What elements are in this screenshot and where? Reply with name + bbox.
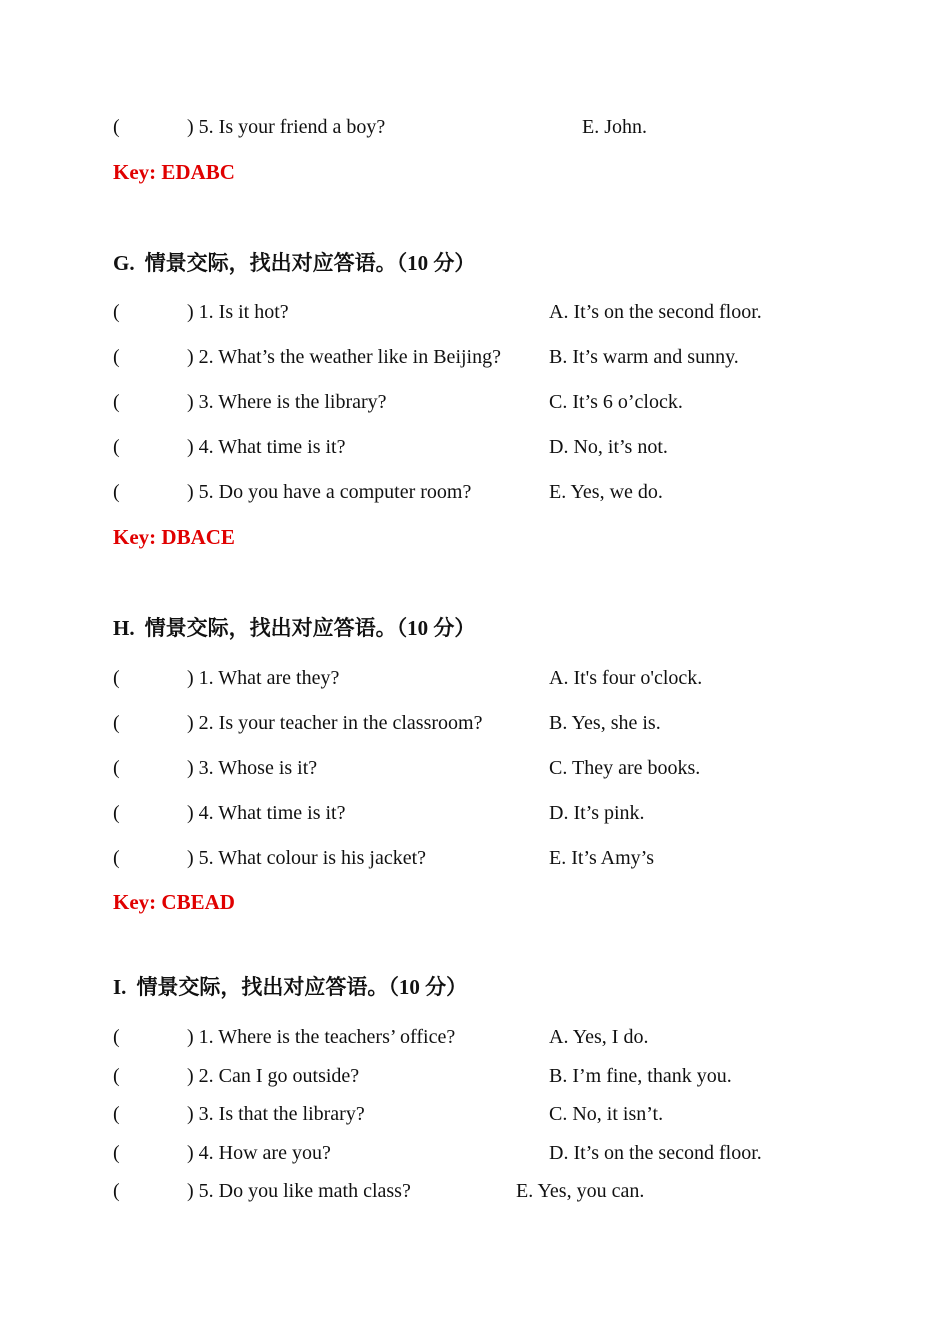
answer-blank: ( <box>113 712 120 734</box>
question-text: ) 3. Is that the library? <box>187 1103 365 1125</box>
question-row <box>0 1062 950 1090</box>
question-row <box>0 1100 950 1128</box>
answer-blank: ( <box>113 346 120 368</box>
answer-option: E. Yes, we do. <box>549 481 663 503</box>
answer-blank: ( <box>113 391 120 413</box>
answer-key: Key: EDABC <box>113 160 235 184</box>
answer-blank: ( <box>113 436 120 458</box>
question-text: ) 2. What’s the weather like in Beijing? <box>187 346 501 368</box>
answer-option: D. No, it’s not. <box>549 436 668 458</box>
question-row <box>0 478 950 506</box>
question-row <box>0 1023 950 1051</box>
question-row <box>0 1139 950 1167</box>
section-title: 情景交际，找出对应答语。（10 分） <box>144 616 476 640</box>
section-letter: I. <box>113 975 127 999</box>
question-text: ) 3. Where is the library? <box>187 391 387 413</box>
answer-option: E. It’s Amy’s <box>549 847 655 869</box>
question-row <box>0 799 950 827</box>
question-text: ) 2. Is your teacher in the classroom? <box>187 712 483 734</box>
section-letter: G. <box>113 251 135 275</box>
question-row <box>0 754 950 782</box>
answer-option: A. Yes, I do. <box>549 1026 649 1048</box>
question-row <box>0 113 950 141</box>
answer-option: C. They are books. <box>549 757 701 779</box>
question-row <box>0 664 950 692</box>
answer-option: D. It’s pink. <box>549 802 645 824</box>
section-heading <box>113 973 467 1001</box>
section-letter: H. <box>113 616 135 640</box>
answer-blank: ( <box>113 1065 120 1087</box>
section-title: 情景交际，找出对应答语。（10 分） <box>144 251 476 275</box>
answer-key: Key: CBEAD <box>113 890 235 914</box>
answer-blank: ( <box>113 757 120 779</box>
answer-option: E. John. <box>582 116 647 138</box>
answer-blank: ( <box>113 802 120 824</box>
question-text: ) 5. Is your friend a boy? <box>187 116 386 138</box>
section-title: 情景交际，找出对应答语。（10 分） <box>136 975 468 999</box>
answer-blank: ( <box>113 116 120 138</box>
question-text: ) 3. Whose is it? <box>187 757 318 779</box>
answer-blank: ( <box>113 1180 120 1202</box>
question-row <box>0 388 950 416</box>
section-heading <box>113 614 475 642</box>
answer-blank: ( <box>113 1103 120 1125</box>
answer-option: C. No, it isn’t. <box>549 1103 664 1125</box>
question-text: ) 1. Is it hot? <box>187 301 289 323</box>
answer-blank: ( <box>113 847 120 869</box>
answer-option: C. It’s 6 o’clock. <box>549 391 683 413</box>
answer-blank: ( <box>113 667 120 689</box>
question-text: ) 5. What colour is his jacket? <box>187 847 427 869</box>
question-text: ) 1. What are they? <box>187 667 340 689</box>
answer-option: E. Yes, you can. <box>516 1180 645 1202</box>
question-row <box>0 1177 950 1205</box>
question-text: ) 2. Can I go outside? <box>187 1065 360 1087</box>
question-text: ) 4. What time is it? <box>187 436 346 458</box>
answer-blank: ( <box>113 301 120 323</box>
answer-blank: ( <box>113 481 120 503</box>
question-row <box>0 844 950 872</box>
answer-blank: ( <box>113 1142 120 1164</box>
question-text: ) 5. Do you have a computer room? <box>187 481 472 503</box>
question-text: ) 1. Where is the teachers’ office? <box>187 1026 456 1048</box>
question-row <box>0 709 950 737</box>
answer-option: A. It's four o'clock. <box>549 667 703 689</box>
question-row <box>0 343 950 371</box>
answer-blank: ( <box>113 1026 120 1048</box>
answer-option: B. I’m fine, thank you. <box>549 1065 732 1087</box>
section-heading <box>113 249 475 277</box>
answer-option: A. It’s on the second floor. <box>549 301 762 323</box>
answer-option: D. It’s on the second floor. <box>549 1142 762 1164</box>
question-text: ) 4. How are you? <box>187 1142 331 1164</box>
question-row <box>0 298 950 326</box>
question-text: ) 5. Do you like math class? <box>187 1180 411 1202</box>
answer-key: Key: DBACE <box>113 525 235 549</box>
answer-option: B. It’s warm and sunny. <box>549 346 739 368</box>
answer-option: B. Yes, she is. <box>549 712 661 734</box>
question-row <box>0 433 950 461</box>
question-text: ) 4. What time is it? <box>187 802 346 824</box>
